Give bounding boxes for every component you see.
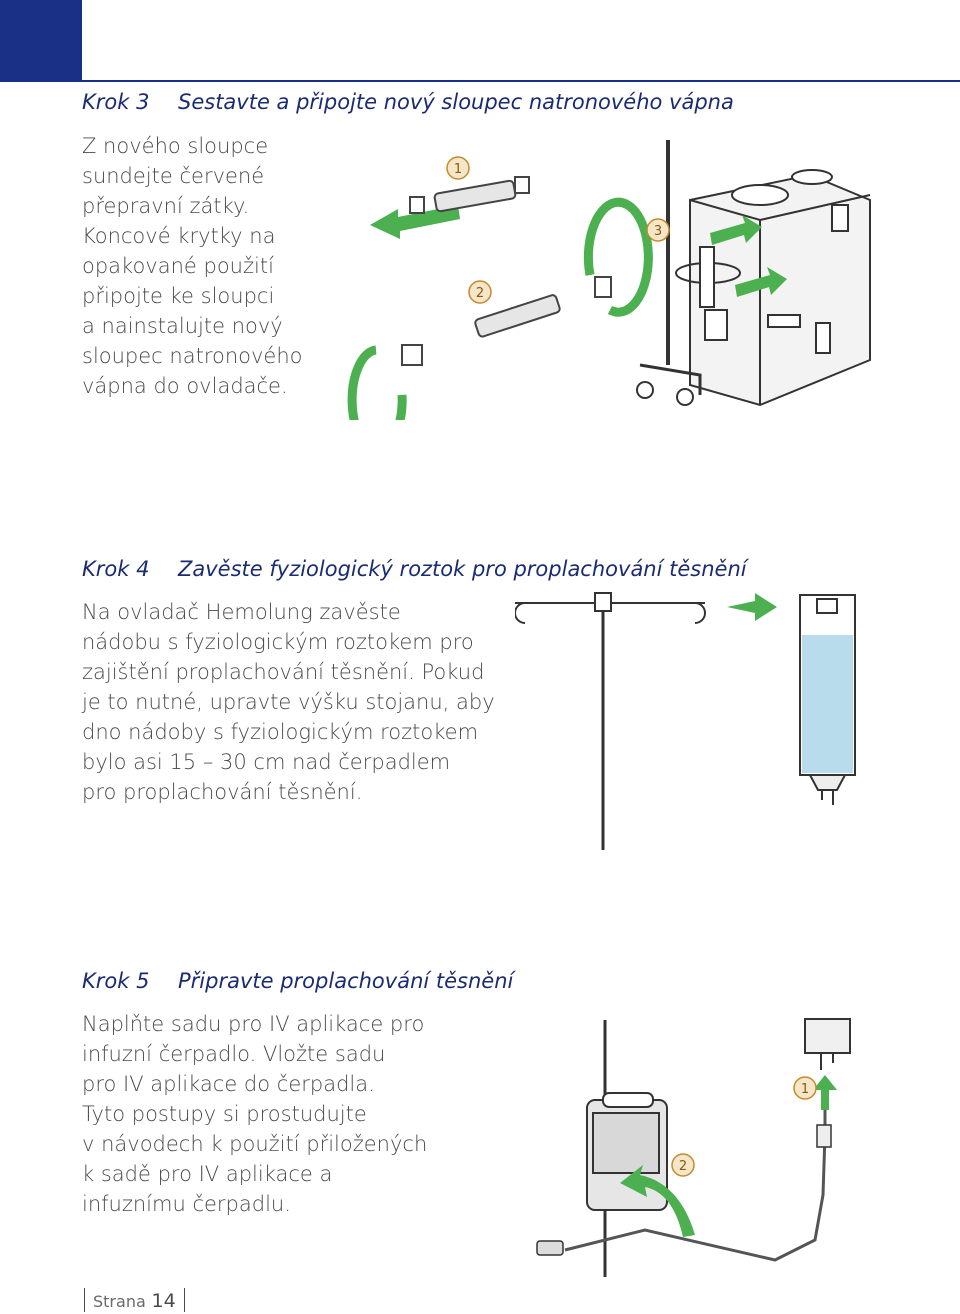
step4-line: je to nutné, upravte výšku stojanu, aby xyxy=(82,690,495,714)
hang-arrow xyxy=(727,593,777,621)
step3-line: opakované použití xyxy=(82,254,274,278)
step5-line: Naplňte sadu pro IV aplikace pro xyxy=(82,1012,425,1036)
step5-line: infuznímu čerpadlu. xyxy=(82,1192,291,1216)
step3-line: přepravní zátky. xyxy=(82,194,250,218)
iv-bag-bottom xyxy=(805,1019,850,1070)
step3-line: sundejte červené xyxy=(82,164,265,188)
step5-callout-2 xyxy=(672,1154,694,1176)
footer-divider-left xyxy=(84,1288,85,1312)
footer-divider-right xyxy=(184,1288,185,1312)
step3-line: sloupec natronového xyxy=(82,344,303,368)
page-footer xyxy=(82,1288,193,1312)
step5-callout-1 xyxy=(794,1077,816,1099)
step4-line: dno nádoby s fyziologickým roztokem xyxy=(82,720,479,744)
step3-callout-2 xyxy=(469,281,491,303)
console-unit xyxy=(690,170,870,405)
step5-line: pro IV aplikace do čerpadla. xyxy=(82,1072,375,1096)
svg-text:2: 2 xyxy=(475,286,485,301)
step5-line: infuzní čerpadlo. Vložte sadu xyxy=(82,1042,386,1066)
step3-line: Z nového sloupce xyxy=(82,134,269,158)
fill-arrow xyxy=(813,1075,837,1110)
step5-title: Připravte proplachování těsnění xyxy=(178,969,514,993)
header-rule xyxy=(82,80,960,82)
svg-text:1: 1 xyxy=(453,162,463,177)
step3-illustration xyxy=(340,135,880,420)
svg-text:2: 2 xyxy=(678,1159,688,1174)
step3-line: vápna do ovladače. xyxy=(82,374,288,398)
step3-number: Krok 3 xyxy=(82,90,150,114)
page-label: Strana xyxy=(93,1292,146,1311)
step4-line: bylo asi 15 – 30 cm nad čerpadlem xyxy=(82,750,451,774)
step5-line: k sadě pro IV aplikace a xyxy=(82,1162,333,1186)
infusion-pump xyxy=(587,1093,667,1210)
step4-line: pro proplachování těsnění. xyxy=(82,780,363,804)
page-number: 14 xyxy=(151,1290,176,1312)
step3-callout-1 xyxy=(447,157,469,179)
step3-line: a nainstalujte nový xyxy=(82,314,283,338)
step3-body xyxy=(82,131,303,401)
step4-illustration xyxy=(515,585,955,855)
step5-heading xyxy=(82,969,513,993)
step3-line: připojte ke sloupci xyxy=(82,284,275,308)
step4-line: Na ovladač Hemolung zavěste xyxy=(82,600,401,624)
brand-corner-block xyxy=(0,0,82,82)
step3-line: Koncové krytky na xyxy=(82,224,276,248)
step4-heading xyxy=(82,557,747,581)
step5-illustration xyxy=(525,1015,855,1280)
step5-line: v návodech k použití přiložených xyxy=(82,1132,428,1156)
step5-body xyxy=(82,1009,427,1219)
step3-title: Sestavte a připojte nový sloupec natronového vápna xyxy=(178,90,734,114)
svg-text:1: 1 xyxy=(800,1082,810,1097)
saline-bag xyxy=(800,595,855,805)
step5-number: Krok 5 xyxy=(82,969,150,993)
step4-line: zajištění proplachování těsnění. Pokud xyxy=(82,660,485,684)
lime-column-parts xyxy=(402,177,611,365)
step5-line: Tyto postupy si prostudujte xyxy=(82,1102,367,1126)
svg-text:3: 3 xyxy=(653,224,663,239)
step3-callout-3 xyxy=(647,219,669,241)
step4-body xyxy=(82,597,495,807)
step4-title: Zavěste fyziologický roztok pro proplachování těsnění xyxy=(178,557,747,581)
step3-heading xyxy=(82,90,734,114)
step4-number: Krok 4 xyxy=(82,557,150,581)
iv-pole-hooks xyxy=(515,593,705,850)
step4-line: nádobu s fyziologickým roztokem pro xyxy=(82,630,474,654)
